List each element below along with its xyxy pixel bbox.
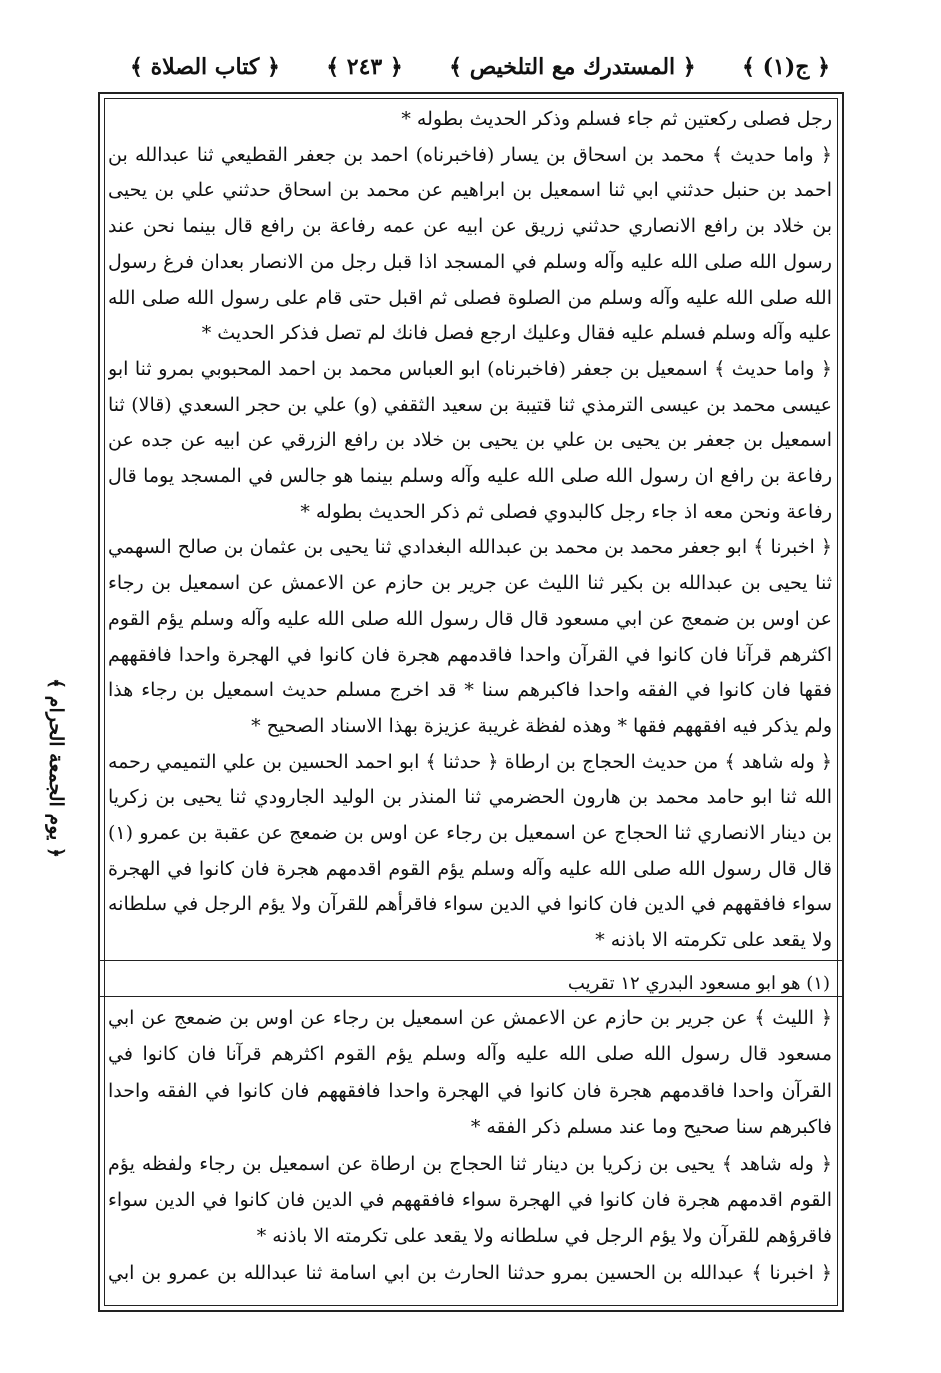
footnote: (١) هو ابو مسعود البدري ١٢ تقريب bbox=[567, 973, 830, 994]
paragraph: ﴿ اخبرنا ﴾ عبدالله بن الحسين بمرو حدثنا الحارث بن ابي اسامة ثنا عبدالله بن عمرو بن ابي bbox=[108, 1261, 832, 1284]
footnote-divider bbox=[100, 960, 842, 961]
paragraph: ﴿ وله شاهد ﴾ من حديث الحجاج بن ارطاة ﴿ حدثنا ﴾ ابو احمد الحسين بن علي التميمي رحمه الله ثنا ابو حامد محمد بن هارون الحضرمي ثنا المنذر بن الوليد الجارودي ثنا يحيى بن زكريا بن دينار الانصاري ثنا الحجاج عن اسمعيل بن رجاء عن اوس بن ضمعج عن عقبة بن عمرو (١) قال قال رسول الله صلى الله عليه وآله وسلم يؤم القوم اقدمهم هجرة فان كانوا في الهجرة سواء فافقههم في الدين فان كانوا في الدين سواء فاقرأهم للقرآن ولا يؤم الرجل في سلطانه ولا يقعد على تكرمته الا باذنه * bbox=[108, 750, 832, 952]
book-title: ﴿ كتاب الصلاة ﴾ bbox=[130, 54, 280, 80]
paragraph: ﴿ الليث ﴾ عن جرير بن حازم عن الاعمش عن اسمعيل بن رجاء عن اوس بن ضمعج عن ابي مسعود قال رسول الله صلى الله عليه وآله وسلم يؤم القوم اكثرهم قرآنا فان كانوا في القرآن واحدا فاقدمهم هجرة فان كانوا في الهجرة واحدا فافقههم فان كانوا في الفقه واحدا فاكبرهم سنا صحيح وما عند مسلم ذكر الفقه * bbox=[108, 1007, 832, 1139]
margin-note-text: ﴿ يوم الجمعة الحرام ﴾ bbox=[45, 677, 67, 859]
margin-note bbox=[38, 578, 74, 958]
page-number: ﴿ ٢٤٣ ﴾ bbox=[326, 54, 403, 80]
takhlis-divider bbox=[100, 996, 842, 997]
page-header bbox=[130, 46, 830, 88]
takhlis-text bbox=[108, 1000, 832, 1300]
paragraph: ﴿ واما حديث ﴾ اسمعيل بن جعفر (فاخبرناه) ابو العباس محمد بن احمد المحبوبي بمرو ثنا ابو عيسى محمد بن عيسى الترمذي ثنا قتيبة بن سعيد الثقفي (و) علي بن حجر السعدي (قالا) ثنا اسمعيل بن جعفر بن يحيى بن علي بن يحيى بن خلاد بن رافع الزرقي عن ابيه عن جده عن رفاعة بن رافع ان رسول الله صلى الله عليه وآله وسلم بينما هو جالس في المسجد يوما قال رفاعة ونحن معه اذ جاء رجل كالبدوي فصلى ثم ذكر الحديث بطوله * bbox=[108, 357, 832, 523]
paragraph: رجل فصلى ركعتين ثم جاء فسلم وذكر الحديث بطوله * bbox=[401, 108, 832, 130]
paragraph: ﴿ واما حديث ﴾ محمد بن اسحاق بن يسار (فاخبرناه) احمد بن جعفر القطيعي ثنا عبدالله بن احمد بن حنبل حدثني ابي ثنا اسمعيل بن ابراهيم عن محمد بن اسحاق حدثني علي بن يحيى بن خلاد بن رافع الانصاري حدثني زريق عن ابيه عن عمه رفاعة بن رافع قال بينما نحن عند رسول الله صلى الله عليه وآله وسلم في المسجد اذا قبل رجل من الانصار بعدان فرغ رسول الله صلى الله عليه وآله وسلم من الصلوة فصلى ثم اقبل حتى قام على رسول الله صلى الله عليه وآله وسلم فسلم عليه فقال وعليك ارجع فصل فانك لم تصل فذكر الحديث * bbox=[108, 143, 832, 345]
main-text bbox=[108, 102, 832, 960]
page-frame bbox=[98, 92, 844, 1312]
volume-label: ﴿ ج(١) ﴾ bbox=[742, 54, 830, 80]
paragraph: ﴿ اخبرنا ﴾ ابو جعفر محمد بن محمد بن عبدالله البغدادي ثنا يحيى بن عثمان بن صالح السهمي ثنا يحيى بن عبدالله بن بكير ثنا الليث عن جرير بن حازم عن الاعمش عن اسمعيل بن رجاء عن اوس بن ضمعج عن ابي مسعود قال قال رسول الله صلى الله عليه وآله وسلم يؤم القوم اكثرهم قرآنا فان كانوا في القرآن واحدا فاقدمهم هجرة فان كانوا في الهجرة واحدا فافقههم فقها فان كانوا في الفقه واحدا فاكبرهم سنا * قد اخرج مسلم حديث اسمعيل بن رجاء هذا ولم يذكر فيه افقههم فقها * وهذه لفظة غريبة عزيزة بهذا الاسناد الصحيح * bbox=[108, 536, 832, 737]
running-title: ﴿ المستدرك مع التلخيص ﴾ bbox=[449, 54, 696, 80]
paragraph: ﴿ وله شاهد ﴾ يحيى بن زكريا بن دينار ثنا الحجاج بن ارطاة عن اسمعيل بن رجاء ولفظه يؤم القوم اقدمهم هجرة فان كانوا في الهجرة سواء فافقههم في الدين فان كانوا في الدين سواء فاقرؤهم للقرآن ولا يؤم الرجل في سلطانه ولا يقعد على تكرمته الا باذنه * bbox=[108, 1152, 832, 1248]
